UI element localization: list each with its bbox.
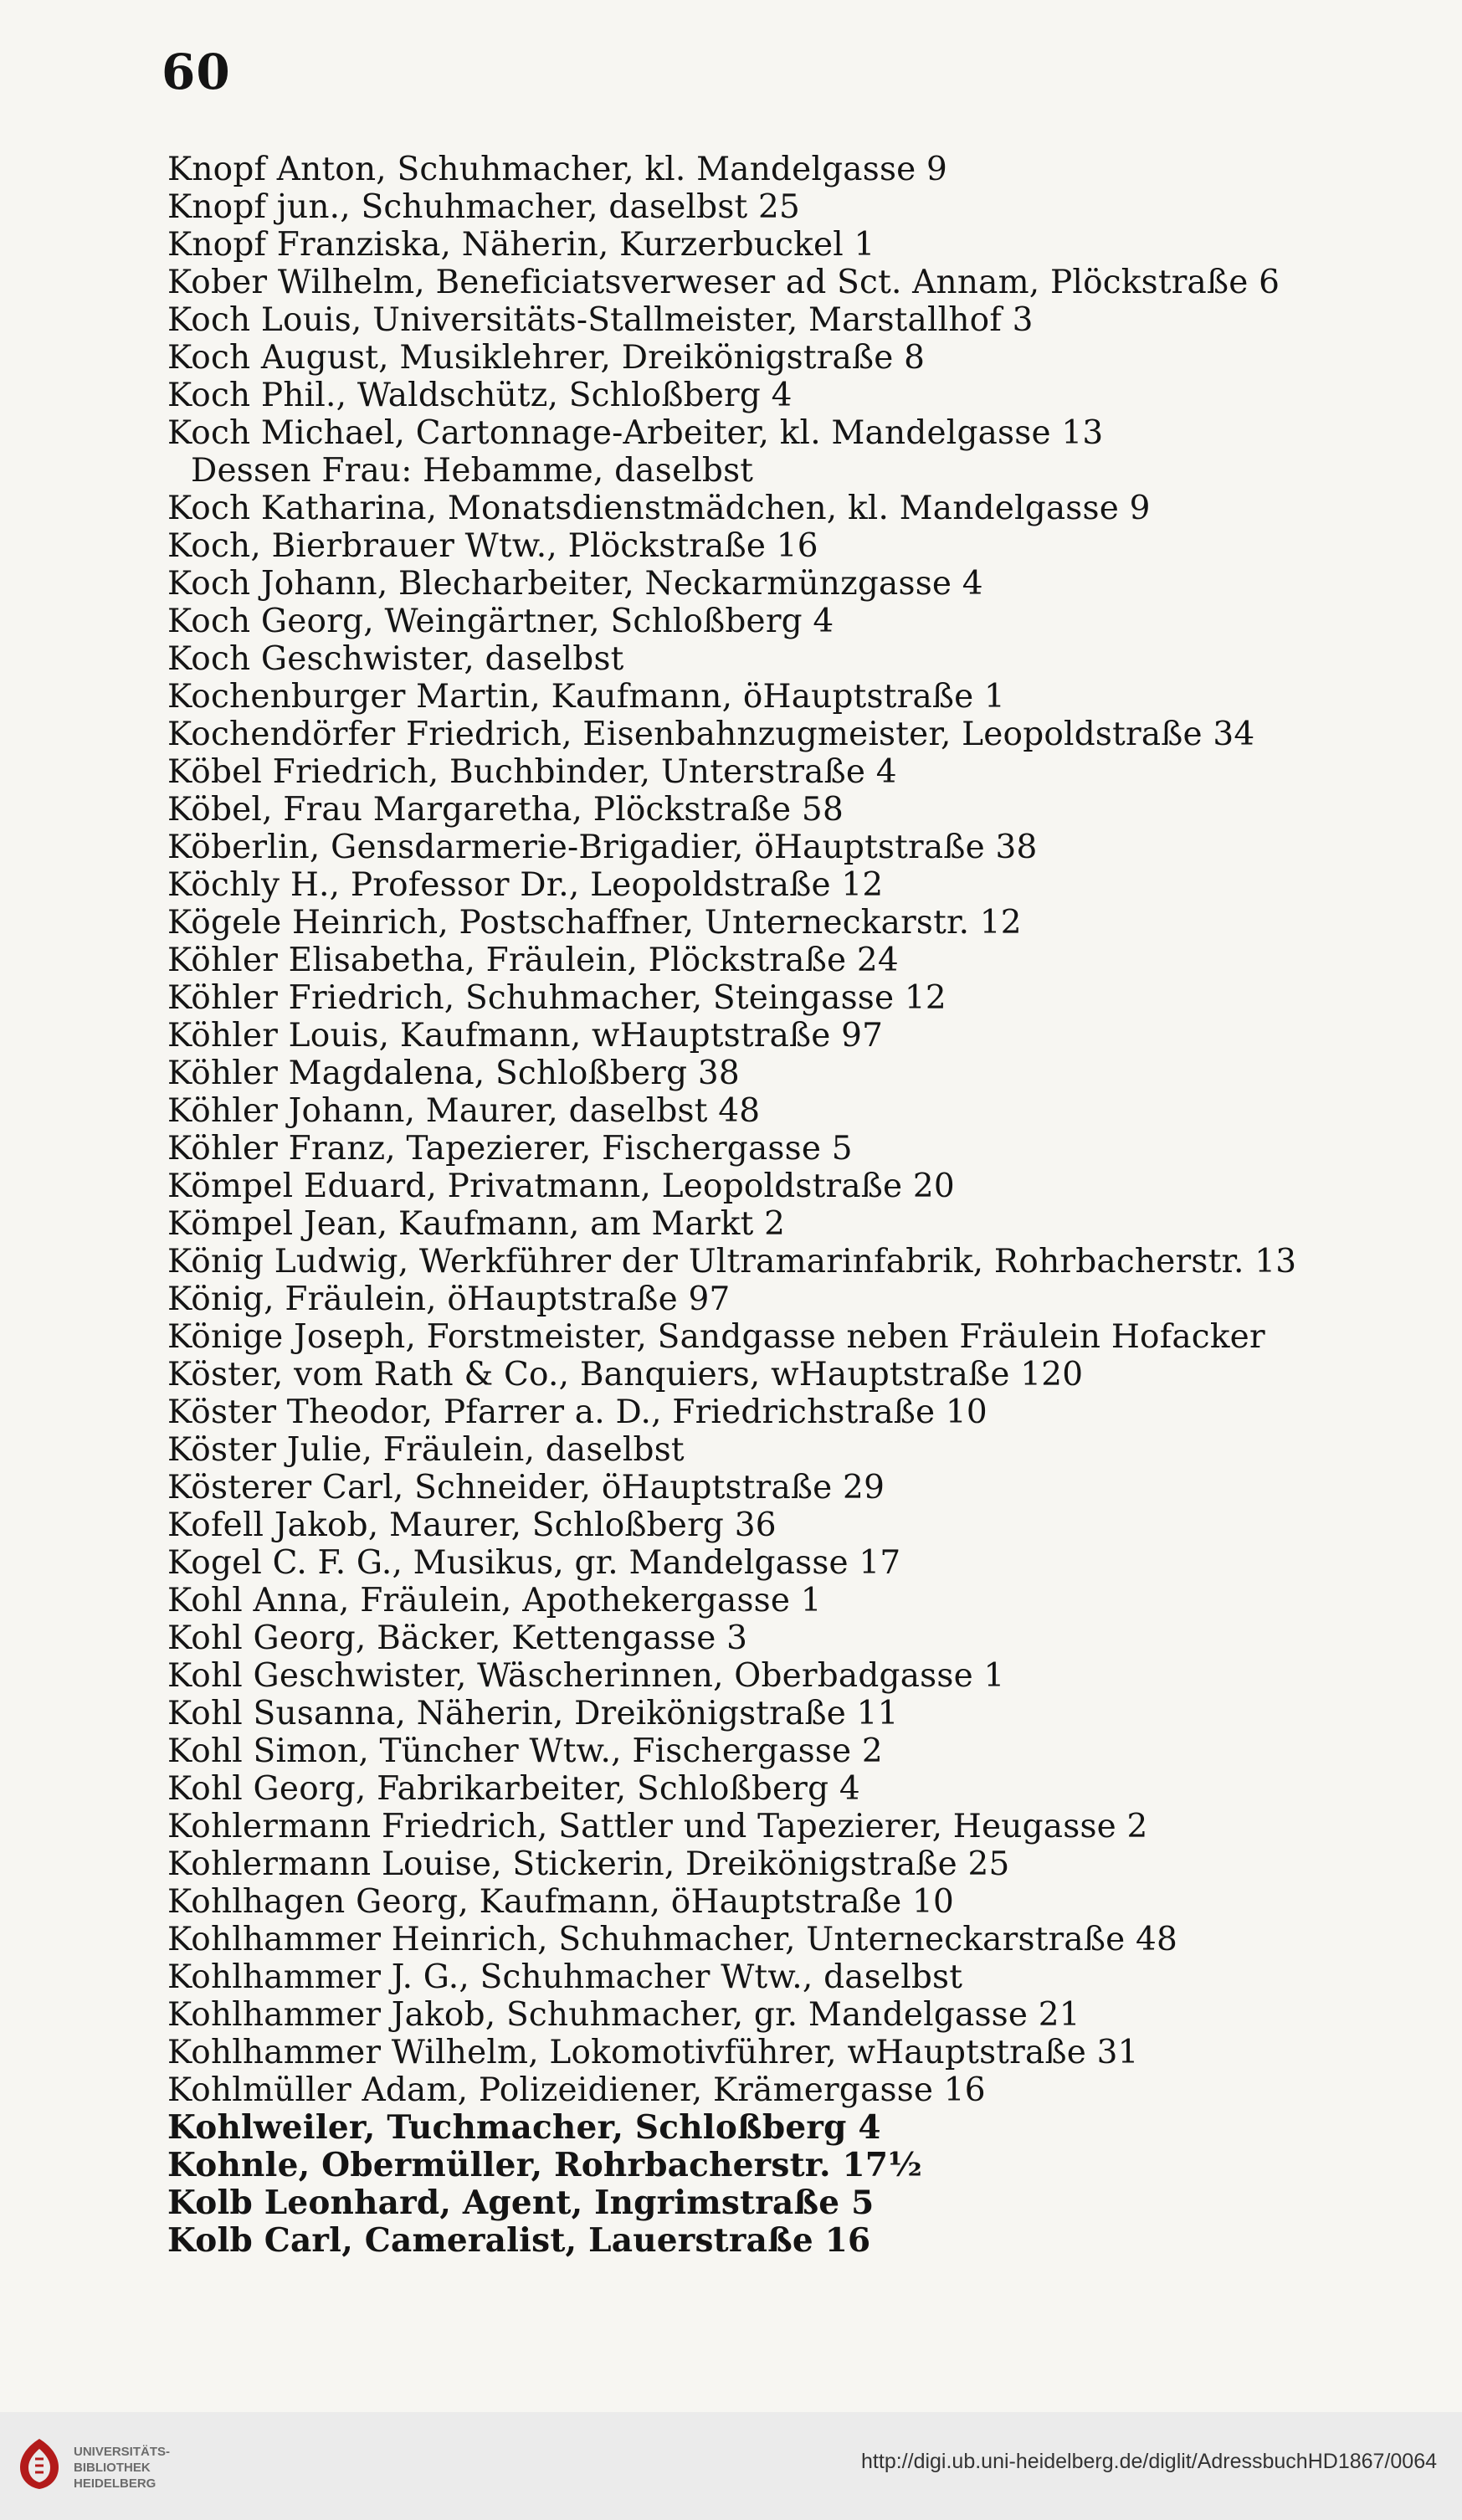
directory-entry: Köhler Franz, Tapezierer, Fischergasse 5: [167, 1130, 853, 1168]
directory-entry: Koch, Bierbrauer Wtw., Plöckstraße 16: [167, 527, 818, 565]
directory-entry: Kohlmüller Adam, Polizeidiener, Krämergasse 16: [167, 2071, 986, 2109]
directory-entry: Köhler Magdalena, Schloßberg 38: [167, 1055, 740, 1092]
directory-entry: Kömpel Jean, Kaufmann, am Markt 2: [167, 1205, 786, 1243]
directory-entry: Kohlweiler, Tuchmacher, Schloßberg 4: [167, 2108, 881, 2147]
directory-entry: Köbel Friedrich, Buchbinder, Unterstraße 4: [167, 753, 897, 791]
directory-entry: Koch Georg, Weingärtner, Schloßberg 4: [167, 603, 834, 640]
directory-entry: Kohl Georg, Bäcker, Kettengasse 3: [167, 1619, 748, 1657]
directory-entry: Kohl Simon, Tüncher Wtw., Fischergasse 2: [167, 1732, 883, 1770]
directory-entry: Kohnle, Obermüller, Rohrbacherstr. 17½: [167, 2146, 923, 2184]
directory-entry: Kösterer Carl, Schneider, öHauptstraße 29: [167, 1469, 885, 1506]
directory-entry: Kofell Jakob, Maurer, Schloßberg 36: [167, 1506, 777, 1544]
library-name: [74, 2444, 170, 2492]
directory-entries: [167, 151, 1372, 2260]
directory-entry: Koch August, Musiklehrer, Dreikönigstraße 8: [167, 339, 926, 377]
directory-entry: Knopf Franziska, Näherin, Kurzerbuckel 1: [167, 226, 875, 264]
directory-entry: Kohlermann Friedrich, Sattler und Tapezierer, Heugasse 2: [167, 1808, 1148, 1845]
directory-entry: Köhler Louis, Kaufmann, wHauptstraße 97: [167, 1017, 884, 1055]
directory-entry: Knopf jun., Schuhmacher, daselbst 25: [167, 188, 801, 226]
directory-entry: Kohlhammer Jakob, Schuhmacher, gr. Mandelgasse 21: [167, 1996, 1080, 2034]
directory-entry: Köhler Johann, Maurer, daselbst 48: [167, 1092, 761, 1130]
directory-entry: Köhler Friedrich, Schuhmacher, Steingasse 12: [167, 979, 946, 1017]
directory-entry: Kohlermann Louise, Stickerin, Dreikönigstraße 25: [167, 1845, 1010, 1883]
directory-entry: König Ludwig, Werkführer der Ultramarinfabrik, Rohrbacherstr. 13: [167, 1243, 1297, 1281]
directory-entry: Koch Louis, Universitäts-Stallmeister, Marstallhof 3: [167, 301, 1034, 339]
library-name-line-1: UNIVERSITÄTS-: [74, 2445, 171, 2459]
library-seal-icon: [17, 2437, 62, 2491]
directory-entry: Kohlhammer Heinrich, Schuhmacher, Unterneckarstraße 48: [167, 1921, 1177, 1958]
directory-entry: Könige Joseph, Forstmeister, Sandgasse neben Fräulein Hofacker: [167, 1318, 1265, 1356]
directory-entry: Kober Wilhelm, Beneficiatsverweser ad Sct. Annam, Plöckstraße 6: [167, 264, 1280, 301]
directory-entry: Kolb Leonhard, Agent, Ingrimstraße 5: [167, 2184, 875, 2222]
directory-entry: Köster Julie, Fräulein, daselbst: [167, 1431, 685, 1469]
directory-entry: Kohlhammer Wilhelm, Lokomotivführer, wHauptstraße 31: [167, 2034, 1139, 2071]
directory-entry: Kömpel Eduard, Privatmann, Leopoldstraße 20: [167, 1168, 955, 1205]
directory-entry: Köster, vom Rath & Co., Banquiers, wHauptstraße 120: [167, 1356, 1084, 1393]
directory-entry: Köberlin, Gensdarmerie-Brigadier, öHauptstraße 38: [167, 829, 1038, 866]
directory-entry: Koch Phil., Waldschütz, Schloßberg 4: [167, 377, 793, 414]
library-logo[interactable]: [17, 2430, 192, 2506]
directory-entry: Dessen Frau: Hebamme, daselbst: [191, 452, 754, 490]
directory-entry: Kochenburger Martin, Kaufmann, öHauptstraße 1: [167, 678, 1006, 716]
directory-entry: Kohl Anna, Fräulein, Apothekergasse 1: [167, 1582, 822, 1619]
directory-entry: Kohlhammer J. G., Schuhmacher Wtw., daselbst: [167, 1958, 963, 1996]
directory-entry: Kohl Geschwister, Wäscherinnen, Oberbadgasse 1: [167, 1657, 1005, 1695]
directory-entry: Kögele Heinrich, Postschaffner, Unterneckarstr. 12: [167, 904, 1022, 942]
page-number: 60: [162, 44, 231, 100]
directory-entry: Köbel, Frau Margaretha, Plöckstraße 58: [167, 791, 844, 829]
directory-entry: Kochendörfer Friedrich, Eisenbahnzugmeister, Leopoldstraße 34: [167, 716, 1255, 753]
directory-entry: Koch Michael, Cartonnage-Arbeiter, kl. Mandelgasse 13: [167, 414, 1104, 452]
directory-entry: Kohl Susanna, Näherin, Dreikönigstraße 11: [167, 1695, 899, 1732]
source-url-link[interactable]: http://digi.ub.uni-heidelberg.de/diglit/AdressbuchHD1867/0064: [861, 2450, 1437, 2473]
directory-entry: Köster Theodor, Pfarrer a. D., Friedrichstraße 10: [167, 1393, 987, 1431]
directory-entry: Kohl Georg, Fabrikarbeiter, Schloßberg 4: [167, 1770, 860, 1808]
library-name-line-3: HEIDELBERG: [74, 2476, 156, 2491]
directory-entry: Kohlhagen Georg, Kaufmann, öHauptstraße 10: [167, 1883, 955, 1921]
directory-entry: Koch Katharina, Monatsdienstmädchen, kl. Mandelgasse 9: [167, 490, 1151, 527]
footer-bar: [0, 2412, 1462, 2520]
directory-entry: König, Fräulein, öHauptstraße 97: [167, 1281, 731, 1318]
directory-entry: Kolb Carl, Cameralist, Lauerstraße 16: [167, 2221, 871, 2260]
directory-entry: Koch Johann, Blecharbeiter, Neckarmünzgasse 4: [167, 565, 983, 603]
directory-entry: Kogel C. F. G., Musikus, gr. Mandelgasse 17: [167, 1544, 901, 1582]
directory-entry: Knopf Anton, Schuhmacher, kl. Mandelgasse 9: [167, 151, 948, 188]
directory-entry: Köhler Elisabetha, Fräulein, Plöckstraße 24: [167, 942, 899, 979]
directory-entry: Köchly H., Professor Dr., Leopoldstraße 12: [167, 866, 884, 904]
directory-entry: Koch Geschwister, daselbst: [167, 640, 624, 678]
library-name-line-2: BIBLIOTHEK: [74, 2461, 151, 2475]
